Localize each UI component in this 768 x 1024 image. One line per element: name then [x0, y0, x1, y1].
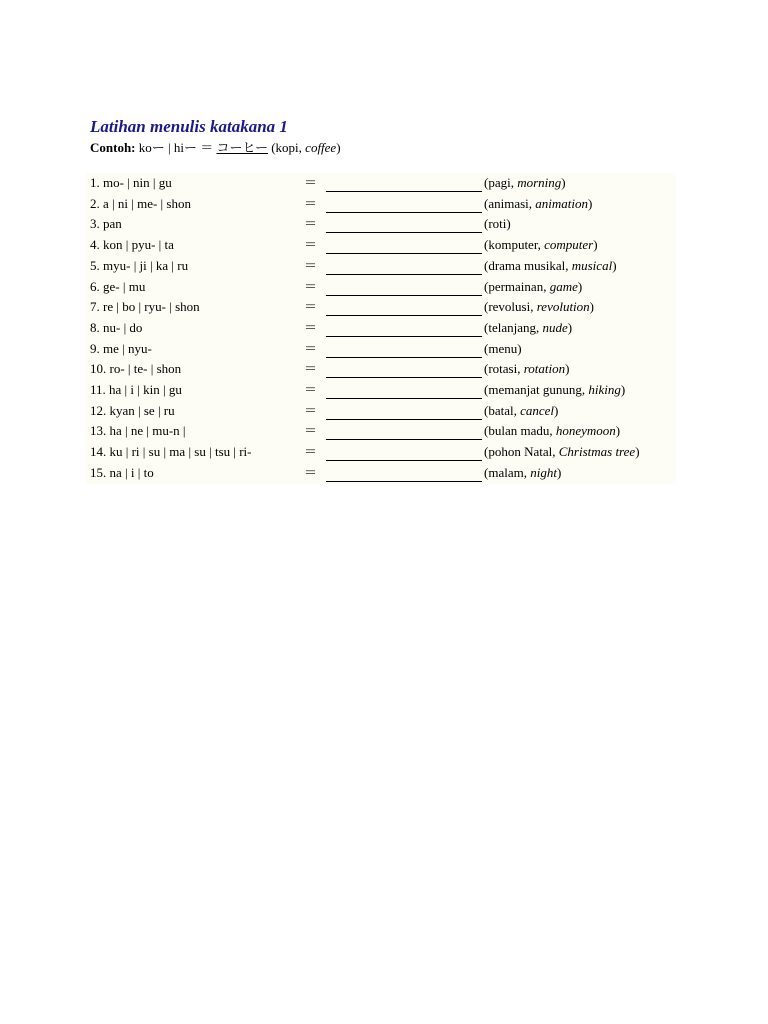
romaji-syllables: 2. a | ni | me- | shon — [90, 195, 191, 211]
example-line — [90, 139, 341, 157]
answer-blank[interactable] — [326, 232, 482, 233]
answer-blank[interactable] — [326, 295, 482, 296]
exercise-row — [86, 339, 676, 360]
equals-sign: ＝ — [304, 340, 318, 356]
meaning — [484, 194, 592, 214]
example-meaning-open: (kopi, — [267, 140, 306, 155]
equals-sign: ＝ — [304, 464, 318, 480]
meaning — [484, 173, 566, 193]
meaning — [484, 359, 569, 379]
example-english: coffee — [305, 140, 337, 155]
meaning-close: ) — [554, 402, 559, 418]
meaning-close: ) — [593, 237, 598, 253]
romaji-syllables: 13. ha | ne | mu-n | — [90, 423, 186, 439]
romaji-syllables: 9. me | nyu- — [90, 340, 152, 356]
equals-sign: ＝ — [304, 423, 318, 439]
english-meaning: game — [549, 278, 578, 294]
answer-blank[interactable] — [326, 191, 482, 192]
indonesian-meaning: (pagi, — [484, 175, 518, 190]
answer-blank[interactable] — [326, 274, 482, 275]
romaji-syllables: 12. kyan | se | ru — [90, 402, 175, 418]
english-meaning: Christmas tree — [558, 444, 636, 460]
indonesian-meaning: (batal, — [484, 402, 521, 418]
answer-blank[interactable] — [326, 460, 482, 461]
answer-blank[interactable] — [326, 357, 482, 358]
worksheet-title: Latihan menulis katakana 1 — [90, 117, 288, 136]
romaji-syllables: 7. re | bo | ryu- | shon — [90, 299, 200, 315]
exercise-row — [86, 297, 676, 318]
exercise-row — [86, 463, 676, 484]
english-meaning: computer — [544, 237, 594, 253]
meaning-close: ) — [561, 175, 566, 190]
equals-sign: ＝ — [304, 319, 318, 335]
exercise-row — [86, 173, 676, 194]
meaning — [484, 256, 617, 276]
meaning-close: ) — [565, 361, 570, 377]
exercise-row — [86, 277, 676, 298]
meaning — [484, 297, 594, 317]
romaji-syllables: 10. ro- | te- | shon — [90, 361, 182, 377]
indonesian-meaning: (menu) — [484, 340, 522, 356]
indonesian-meaning: (revolusi, — [484, 299, 537, 315]
meaning-close: ) — [615, 423, 621, 439]
meaning-close: ) — [635, 444, 640, 460]
english-meaning: night — [530, 464, 557, 480]
english-meaning: morning — [517, 175, 562, 190]
indonesian-meaning: (bulan madu, — [484, 423, 556, 439]
equals-sign: ＝ — [304, 278, 318, 294]
romaji-syllables: 4. kon | pyu- | ta — [90, 237, 174, 253]
indonesian-meaning: (telanjang, — [484, 319, 543, 335]
meaning-close: ) — [620, 382, 626, 397]
equals-sign: ＝ — [304, 382, 318, 397]
meaning — [484, 339, 522, 359]
exercise-row — [86, 380, 676, 401]
equals-sign: ＝ — [304, 237, 318, 253]
exercise-row — [86, 235, 676, 256]
equals-sign: ＝ — [304, 195, 318, 211]
english-meaning: animation — [535, 195, 588, 211]
exercise-row — [86, 256, 676, 277]
english-meaning: cancel — [520, 402, 555, 418]
equals-sign: ＝ — [304, 299, 318, 315]
english-meaning: hiking — [588, 382, 621, 397]
english-meaning: nude — [542, 319, 568, 335]
meaning — [484, 235, 598, 255]
indonesian-meaning: (animasi, — [484, 195, 536, 211]
english-meaning: revolution — [536, 299, 590, 315]
equals-sign: ＝ — [304, 257, 318, 273]
equals-sign: ＝ — [304, 444, 318, 460]
indonesian-meaning: (rotasi, — [484, 361, 524, 377]
example-label: Contoh: — [90, 140, 136, 155]
indonesian-meaning: (pohon Natal, — [484, 444, 559, 460]
meaning-close: ) — [612, 257, 617, 273]
exercise-row — [86, 421, 676, 442]
romaji-syllables: 5. myu- | ji | ka | ru — [90, 257, 189, 273]
example-katakana: コーヒー — [216, 140, 268, 155]
indonesian-meaning: (komputer, — [484, 237, 545, 253]
answer-blank[interactable] — [326, 336, 482, 337]
romaji-syllables: 8. nu- | do — [90, 319, 143, 335]
example-romaji: koー | hiー ＝ — [135, 140, 217, 155]
english-meaning: rotation — [523, 361, 566, 377]
meaning-close: ) — [556, 464, 562, 480]
indonesian-meaning: (roti) — [484, 216, 511, 232]
answer-blank[interactable] — [326, 253, 482, 254]
equals-sign: ＝ — [304, 361, 318, 377]
exercise-row — [86, 359, 676, 380]
romaji-syllables: 3. pan — [90, 216, 122, 232]
exercise-row — [86, 214, 676, 235]
answer-blank[interactable] — [326, 398, 482, 399]
indonesian-meaning: (malam, — [484, 464, 531, 480]
equals-sign: ＝ — [304, 216, 318, 232]
meaning — [484, 318, 572, 338]
meaning-close: ) — [577, 278, 583, 294]
exercise-row — [86, 401, 676, 422]
romaji-syllables: 11. ha | i | kin | gu — [90, 382, 182, 397]
exercise-row — [86, 194, 676, 215]
equals-sign: ＝ — [304, 402, 318, 418]
meaning-close: ) — [567, 319, 573, 335]
meaning — [484, 463, 561, 483]
indonesian-meaning: (memanjat gunung, — [484, 382, 589, 397]
meaning — [484, 214, 511, 234]
romaji-syllables: 14. ku | ri | su | ma | su | tsu | ri- — [90, 444, 252, 460]
meaning — [484, 380, 625, 400]
exercise-row — [86, 442, 676, 463]
meaning — [484, 421, 620, 441]
answer-blank[interactable] — [326, 439, 482, 440]
indonesian-meaning: (drama musikal, — [484, 257, 572, 273]
exercise-row — [86, 318, 676, 339]
romaji-syllables: 6. ge- | mu — [90, 278, 146, 294]
meaning — [484, 442, 640, 462]
answer-blank[interactable] — [326, 481, 482, 482]
answer-blank[interactable] — [326, 377, 482, 378]
english-meaning: honeymoon — [555, 423, 616, 439]
meaning-close: ) — [589, 299, 595, 315]
meaning — [484, 277, 582, 297]
answer-blank[interactable] — [326, 212, 482, 213]
meaning-close: ) — [588, 195, 593, 211]
exercise-list — [86, 173, 676, 484]
meaning — [484, 401, 558, 421]
indonesian-meaning: (permainan, — [484, 278, 550, 294]
equals-sign: ＝ — [304, 175, 318, 190]
answer-blank[interactable] — [326, 419, 482, 420]
example-meaning-close: ) — [336, 140, 341, 155]
english-meaning: musical — [571, 257, 613, 273]
answer-blank[interactable] — [326, 315, 482, 316]
romaji-syllables: 15. na | i | to — [90, 464, 154, 480]
romaji-syllables: 1. mo- | nin | gu — [90, 175, 172, 190]
